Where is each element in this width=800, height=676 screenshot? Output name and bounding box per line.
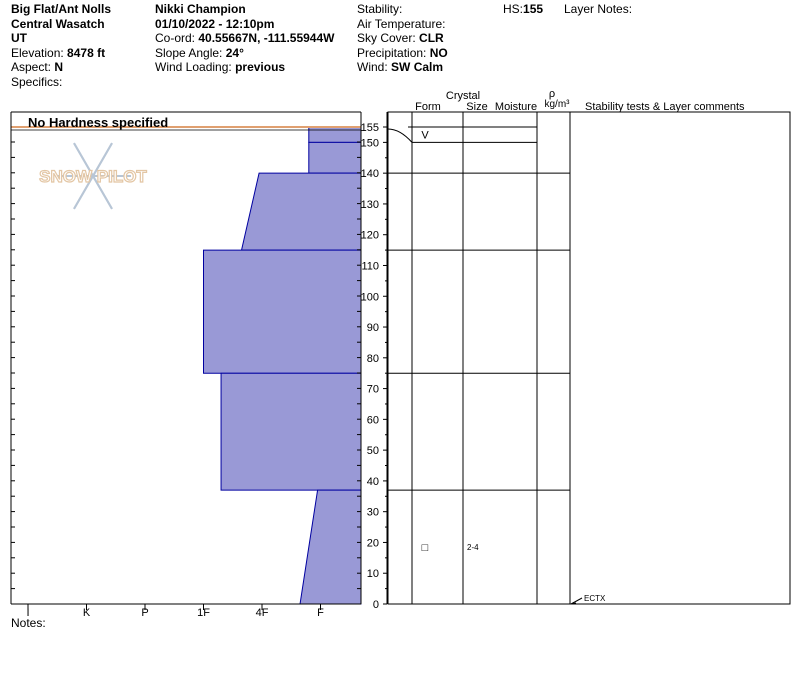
height-tick-label: 50 xyxy=(366,445,379,458)
precip-value: NO xyxy=(429,45,448,60)
height-tick-label: 140 xyxy=(360,168,379,181)
observation-datetime: 01/10/2022 - 12:10pm xyxy=(155,16,275,31)
height-tick-label: 80 xyxy=(366,352,379,365)
hardness-tick-label: K xyxy=(82,607,91,619)
state-name: UT xyxy=(11,31,27,45)
height-tick-label: 155 xyxy=(360,122,379,134)
grain-size-label: 2-4 xyxy=(467,543,479,553)
height-tick-label: 0 xyxy=(372,599,379,611)
hardness-tick-label: 4F xyxy=(255,607,269,619)
elevation-label: Elevation: xyxy=(11,45,64,60)
notes-label: Notes: xyxy=(11,616,46,630)
comments-header: Stability tests & Layer comments xyxy=(585,101,745,113)
height-tick-label: 30 xyxy=(366,506,379,519)
rho-header: ρ xyxy=(548,88,556,100)
hardness-layer-bar xyxy=(309,142,361,173)
hardness-tick-label: P xyxy=(141,607,149,619)
height-tick-label: 70 xyxy=(366,383,379,396)
wind-value: SW Calm xyxy=(391,60,444,74)
slope-value: 24° xyxy=(225,45,244,60)
hs-value: 155 xyxy=(523,2,544,16)
size-header: Size xyxy=(466,101,488,113)
height-tick-label: 110 xyxy=(361,260,379,273)
hs-label: HS: xyxy=(503,2,524,16)
stability-label: Stability: xyxy=(357,2,403,16)
layer-notes-label: Layer Notes: xyxy=(564,2,633,16)
range-name: Central Wasatch xyxy=(11,16,105,31)
aspect-label: Aspect: xyxy=(11,60,52,74)
hardness-tick-label: I xyxy=(26,607,30,619)
height-tick-label: 40 xyxy=(366,475,379,488)
hardness-tick-label: F xyxy=(317,607,324,619)
elevation-value: 8478 ft xyxy=(67,45,106,60)
wind-loading-value: previous xyxy=(235,60,286,74)
density-unit-header: kg/m³ xyxy=(544,99,570,110)
sky-label: Sky Cover: xyxy=(357,31,416,45)
location-name: Big Flat/Ant Nolls xyxy=(11,2,111,16)
form-header: Form xyxy=(415,101,441,113)
height-tick-label: 60 xyxy=(366,414,379,427)
coord-label: Co-ord: xyxy=(155,31,196,45)
crystal-header: Crystal xyxy=(445,90,481,102)
stability-test-arrow xyxy=(571,598,582,604)
height-tick-label: 20 xyxy=(366,537,379,550)
grain-form-symbol: □ xyxy=(421,542,429,555)
wind-label: Wind: xyxy=(357,60,388,74)
no-hardness-label: No Hardness specified xyxy=(28,115,169,130)
slope-label: Slope Angle: xyxy=(155,45,223,60)
height-tick-label: 90 xyxy=(366,322,379,335)
wind-loading-label: Wind Loading: xyxy=(155,60,232,74)
layer-table-frame xyxy=(388,112,790,604)
hardness-layer-bar xyxy=(309,127,361,142)
coord-value: 40.55667N, -111.55944W xyxy=(198,31,335,45)
specifics-label: Specifics: xyxy=(11,74,63,89)
hardness-layer-bar xyxy=(300,490,361,604)
aspect-value: N xyxy=(54,60,64,74)
sky-value: CLR xyxy=(419,31,444,45)
hardness-layer-bar xyxy=(221,373,361,490)
surface-connector-line xyxy=(388,129,412,142)
air-temp-label: Air Temperature: xyxy=(357,16,446,31)
observer-name: Nikki Champion xyxy=(155,2,246,16)
hardness-tick-label: 1F xyxy=(197,607,210,619)
stability-test-label: ECTX xyxy=(584,594,606,603)
height-tick-label: 100 xyxy=(360,291,379,304)
watermark-text: SNOW PILOT xyxy=(39,167,147,186)
grain-form-symbol: V xyxy=(421,129,429,142)
moisture-header: Moisture xyxy=(494,101,538,113)
height-tick-label: 120 xyxy=(360,229,379,242)
height-tick-label: 130 xyxy=(360,198,379,211)
hardness-layer-bar xyxy=(204,250,362,373)
height-tick-label: 150 xyxy=(360,137,379,150)
hardness-layer-bar xyxy=(242,173,361,250)
height-tick-label: 10 xyxy=(366,568,379,581)
precip-label: Precipitation: xyxy=(357,45,427,60)
